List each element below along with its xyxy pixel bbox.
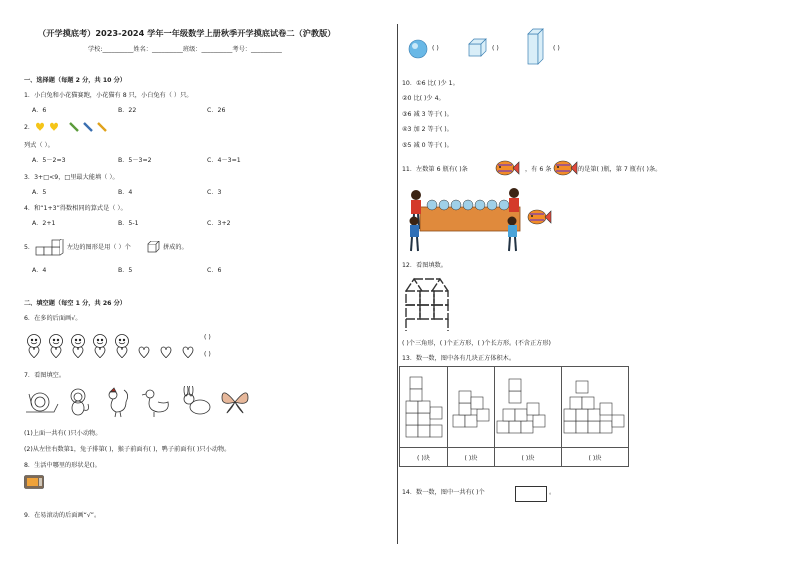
stick-icon bbox=[84, 123, 92, 131]
monkey-icon bbox=[71, 389, 89, 415]
child-icon bbox=[509, 188, 519, 212]
fish-icon bbox=[494, 157, 520, 179]
cuboid-icon bbox=[527, 28, 547, 66]
q9-stem: 9．在易滚动的后面画“√”。 bbox=[24, 512, 101, 519]
snail-icon bbox=[26, 393, 58, 412]
q13-blank-4[interactable]: ( )块 bbox=[562, 448, 629, 467]
cube-stack-icon bbox=[448, 367, 494, 443]
q10-line-3: ③6 减 3 等于( )。 bbox=[402, 111, 453, 118]
q6-hearts bbox=[26, 346, 206, 360]
q10-line-4: ④3 加 2 等于( )。 bbox=[402, 126, 453, 133]
student-info-line: 学校:__________姓名：__________班级：__________考号：__________ bbox=[88, 46, 282, 53]
q2-option-a: A．5－2=3 bbox=[32, 157, 66, 164]
q6-blank-2[interactable]: ( ) bbox=[204, 351, 211, 358]
q2-formula: 列式（ ）。 bbox=[24, 142, 54, 149]
shape-blank-1[interactable]: ( ) bbox=[432, 45, 439, 52]
q13-cube-table bbox=[399, 366, 629, 467]
shape-blank-2[interactable]: ( ) bbox=[492, 45, 499, 52]
q4-option-a: A．2+1 bbox=[32, 220, 56, 227]
q13-blank-2[interactable]: ( )块 bbox=[448, 448, 495, 467]
q10-line-5: ⑤5 减 0 等于( )。 bbox=[402, 142, 453, 149]
stick-icon bbox=[98, 123, 106, 131]
q5-stem-b: 左边的图形是用（ ）个 bbox=[67, 244, 131, 251]
q5-stem-c: 拼成的。 bbox=[163, 244, 188, 251]
q13-stem: 13．数一数，图中各有几块正方体积木。 bbox=[402, 355, 516, 362]
cube-stack-icon bbox=[495, 367, 561, 443]
cube-icon bbox=[147, 241, 160, 253]
q13-blank-3[interactable]: ( )块 bbox=[495, 448, 562, 467]
microwave-icon bbox=[24, 475, 44, 489]
table-icon bbox=[420, 207, 520, 231]
q12-answer-line: ( )个三角形，( )个正方形，( )个长方形。(不含正方形) bbox=[402, 340, 551, 347]
q8-stem: 8．生活中哪里的形状是()。 bbox=[24, 462, 101, 469]
q10-line-2: ②0 比( )少 4。 bbox=[402, 95, 445, 102]
section1-heading: 一、选择题（每题 2 分，共 10 分） bbox=[24, 77, 126, 84]
q5-cube-stack-icon bbox=[35, 239, 65, 257]
q11-stem-c: 的是第( )瓶，第 7 瓶有( )条。 bbox=[578, 166, 662, 173]
q6-blank-1[interactable]: ( ) bbox=[204, 334, 211, 341]
cube-figure-3 bbox=[495, 367, 562, 448]
q13-blank-1[interactable]: ( )块 bbox=[400, 448, 448, 467]
q12-stem: 12．看图填数。 bbox=[402, 262, 447, 269]
rooster-icon bbox=[109, 388, 128, 417]
q2-option-c: C．4－3=1 bbox=[207, 157, 241, 164]
heart-outline-icon bbox=[95, 347, 105, 358]
cube-stack-icon bbox=[562, 367, 628, 443]
fish-icon bbox=[526, 206, 552, 228]
q2-number: 2． bbox=[24, 124, 35, 131]
cube-icon bbox=[468, 38, 488, 58]
child-icon bbox=[410, 217, 420, 252]
heart-outline-icon bbox=[117, 347, 127, 358]
q14-stem-a: 14．数一数，图中一共有( )个 bbox=[402, 489, 485, 496]
heart-icon bbox=[36, 123, 44, 131]
q2-option-b: B．5－3=2 bbox=[118, 157, 152, 164]
q7-line-1: (1)上面一共有( )只小动物。 bbox=[24, 430, 102, 437]
cube-stack-icon bbox=[400, 367, 447, 443]
q7-line-2: (2)从左往右数第1，兔子排第( )，猴子前面有( )，鸭子前面有( )只小动物。 bbox=[24, 446, 231, 453]
q14-answer-box[interactable] bbox=[515, 486, 547, 502]
heart-outline-icon bbox=[161, 347, 171, 358]
q5-stem-a: 5． bbox=[24, 244, 35, 251]
stick-icon bbox=[70, 123, 78, 131]
q2-picture-hearts-and-sticks bbox=[34, 122, 120, 132]
shape-blank-3[interactable]: ( ) bbox=[553, 45, 560, 52]
q4-stem: 4．和“1+3”得数相同的算式是（ ）。 bbox=[24, 205, 127, 212]
heart-outline-icon bbox=[139, 347, 149, 358]
cube-figure-1 bbox=[400, 367, 448, 448]
cube-figure-2 bbox=[448, 367, 495, 448]
heart-outline-icon bbox=[51, 347, 61, 358]
page-title: （开学摸底考）2023-2024 学年一年级数学上册秋季开学摸底试卷二（沪教版） bbox=[38, 28, 336, 38]
q7-stem: 7．看图填空。 bbox=[24, 372, 66, 379]
q5-option-a: A．4 bbox=[32, 267, 47, 274]
q11-stem-b: ，有 6 条 bbox=[525, 166, 552, 173]
section2-heading: 二、填空题（每空 1 分，共 26 分） bbox=[24, 300, 126, 307]
q1-option-b: B．22 bbox=[118, 107, 137, 114]
q14-stem-b: 。 bbox=[549, 489, 556, 496]
cube-figure-4 bbox=[562, 367, 629, 448]
heart-outline-icon bbox=[29, 347, 39, 358]
butterfly-icon bbox=[222, 393, 248, 413]
child-icon bbox=[508, 217, 518, 252]
heart-outline-icon bbox=[73, 347, 83, 358]
q3-option-a: A．5 bbox=[32, 189, 47, 196]
q1-option-c: C．26 bbox=[207, 107, 226, 114]
q4-option-c: C．3+2 bbox=[207, 220, 231, 227]
rabbit-icon bbox=[184, 386, 210, 414]
q3-option-c: C．3 bbox=[207, 189, 222, 196]
q3-option-b: B．4 bbox=[118, 189, 133, 196]
q3-stem: 3．3+□<9，□里最大能填（ ）。 bbox=[24, 174, 119, 181]
heart-icon bbox=[50, 123, 58, 131]
q1-option-a: A．6 bbox=[32, 107, 47, 114]
q4-option-b: B．5-1 bbox=[118, 220, 139, 227]
q1-stem: 1．小白兔和小花猫赛跑，小花猫有 8 只，小白兔有（ ）只。 bbox=[24, 92, 193, 99]
q10-stem: 10．①6 比( )少 1。 bbox=[402, 80, 459, 87]
q5-option-b: B．5 bbox=[118, 267, 133, 274]
q11-stem-a: 11．左数第 6 瓶有( )条 bbox=[402, 166, 468, 173]
q5-option-c: C．6 bbox=[207, 267, 222, 274]
q7-animal-row bbox=[24, 386, 254, 418]
sphere-icon bbox=[407, 38, 429, 60]
q6-stem: 6．在多的后面画√。 bbox=[24, 315, 82, 322]
fish-icon bbox=[552, 157, 578, 179]
column-divider bbox=[397, 24, 398, 544]
q12-matchstick-house bbox=[404, 275, 452, 335]
duck-icon bbox=[142, 390, 168, 417]
heart-outline-icon bbox=[183, 347, 193, 358]
